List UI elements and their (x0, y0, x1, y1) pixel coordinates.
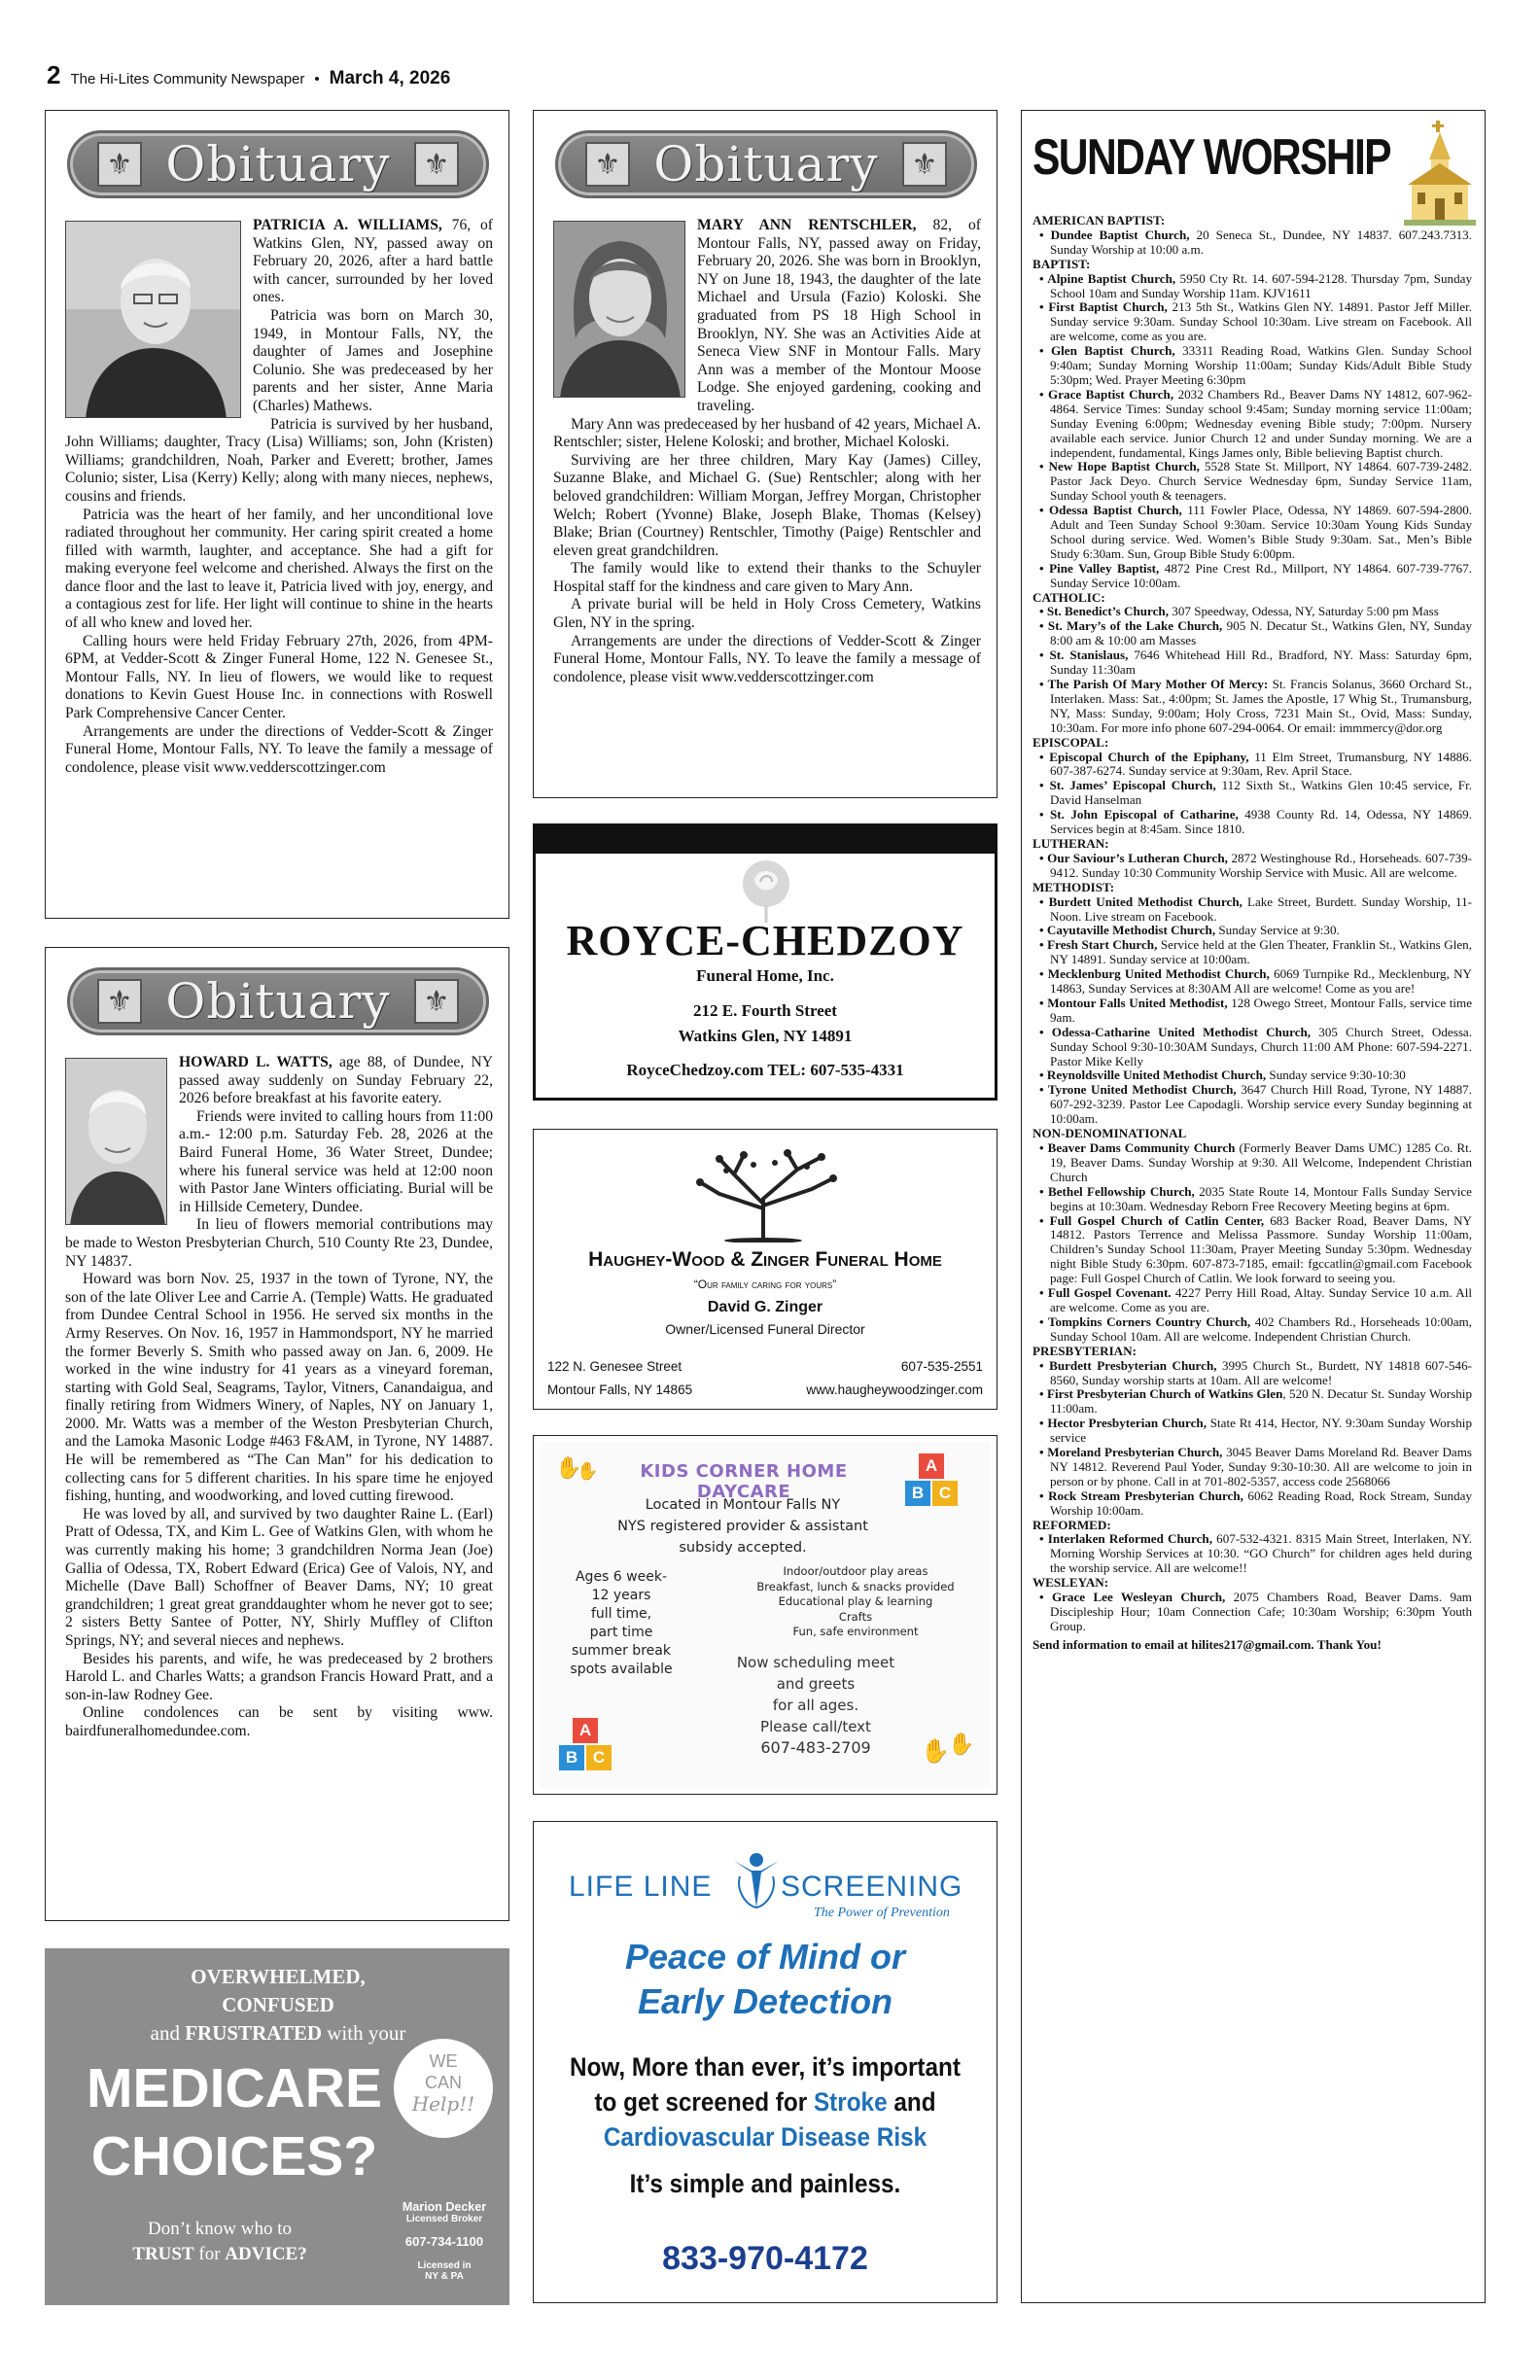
church-icon (1404, 121, 1476, 226)
church-listing (1032, 779, 1472, 808)
badge-text: Help!! (411, 2092, 475, 2116)
obituary-body (553, 217, 981, 686)
brand-tagline: The Power of Prevention (814, 1906, 950, 1920)
church-listing (1032, 1141, 1472, 1185)
church-listing (1032, 1417, 1472, 1446)
church-name: Hector Presbyterian Church, (1047, 1416, 1207, 1431)
church-listing (1032, 1286, 1472, 1315)
obituary-paragraph: Patricia was born on March 30, 1949, in Montour Falls, NY, the daughter of James and Josephine Colunio. She was predeceased by her parents and her sister, Anne Maria (Charles) Mathews. (253, 306, 493, 414)
church-listing (1032, 938, 1472, 967)
church-name: Pine Valley Baptist, (1049, 560, 1160, 576)
church-listing (1032, 562, 1472, 591)
obituary-paragraph: The family would like to extend their thanks to the Schuyler Hospital staff for the kindness and care given to Mary Ann. (553, 560, 981, 595)
ad-line: It’s simple and painless. (629, 2169, 901, 2198)
fleur-de-lis-icon: ⚜ (414, 979, 459, 1024)
portrait-photo (65, 1058, 167, 1225)
director-name: David G. Zinger (707, 1299, 823, 1315)
church-name: St. John Episcopal of Catharine, (1050, 807, 1239, 822)
church-listing (1032, 272, 1472, 301)
church-listing (1032, 1068, 1472, 1083)
church-listing (1032, 1446, 1472, 1489)
denomination-heading: METHODIST: (1032, 879, 1115, 894)
church-listing (1032, 1083, 1472, 1127)
church-details: 4938 County Rd. 14, Odessa, NY 14869. Services begin at 8:45am. Since 1810. (1050, 807, 1472, 837)
obituary-paragraph: He was loved by all, and survived by two daughter Raine L. (Earl) Pratt of Odessa, TX, and Kim L. Gee of Watkins Glen, with whom he was currently making his home; 3 grandchildren Norma Jean (Joe) Gallia of Odessa, TX, Robert Edward (Erica) Gee of Valois, NY, and Michelle (Dave Ball) Schoffner of Beaver Dams, NY; 10 great grandchildren; 1 great great granddaughter whom he never got to see; 2 sisters Betty Santee of Potter, NY, Shirly Muffley of Clifton Springs, NY; and several nieces and nephews. (65, 1505, 493, 1649)
ad-line: Please call/text (760, 1718, 871, 1735)
amenity-item: Fun, safe environment (792, 1625, 919, 1638)
obituary-banner (67, 967, 489, 1035)
website: www.haugheywoodzinger.com (806, 1382, 983, 1397)
alphabet-blocks-icon (559, 1718, 637, 1776)
phone-number: 607-535-2551 (900, 1359, 983, 1374)
church-details: , 520 N. Decatur St. Sunday Worship 11:00am. (1050, 1386, 1472, 1417)
obituary-paragraph: Surviving are her three children, Mary Kay (James) Cilley, Suzanne Blake, and Michael G. (Sue) Rentschler; along with her beloved grandchildren: William Morgan, Jeffrey Morgan, Christopher Welch; Robert (Yvonne) Blake, Joseph Blake, Thomas (Kelsey) Blake; Brian (Courtney) Rentschler, Timothy (Paige) Rentschler and eleven great grandchildren. (553, 451, 981, 559)
person-logo-icon (732, 1851, 781, 1911)
church-details: 3647 Church Hill Road, Tyrone, NY 14887. 607-292-3239. Pastor Lee Capodagli. Worship service every Sunday beginning at 10:00am. (1050, 1082, 1473, 1127)
church-details: 3045 Beaver Dams Moreland Rd. Beaver Dams NY 14812. Reverend Paul Yoder, Sunday 9:30-10:30. All are welcome to join in person or by phone. Call in at 701-802-5357, access code 2568066 (1050, 1445, 1473, 1488)
church-listing (1032, 1026, 1472, 1069)
fleur-de-lis-icon: ⚜ (97, 979, 142, 1024)
amenity-item: Indoor/outdoor play areas (783, 1564, 928, 1578)
church-listing (1032, 344, 1472, 388)
church-name: Moreland Presbyterian Church, (1047, 1445, 1223, 1460)
church-listing (1032, 228, 1472, 258)
denomination-heading: NON-DENOMINATIONAL (1032, 1126, 1187, 1141)
ad-line: and (150, 2021, 186, 2045)
fleur-de-lis-icon: ⚜ (585, 142, 630, 187)
church-name: Tompkins Corners Country Church, (1047, 1313, 1251, 1329)
ad-line: summer break (572, 1643, 671, 1659)
badge-text: CAN (424, 2073, 462, 2092)
ad-line: and (887, 2087, 936, 2117)
church-details: (Formerly Beaver Dams UMC) 1285 Co. Rt. 19, Beaver Dams. Sunday Worship at 9:30. All Welcome, Independent Christian Church (1050, 1140, 1473, 1184)
deceased-name: MARY ANN RENTSCHLER, (697, 217, 917, 233)
obituary-paragraph: Friends were invited to calling hours from 11:00 a.m.- 12:00 p.m. Saturday Feb. 28, 2026 at the Baird Funeral Home, 36 Water Street, Dundee; where his funeral service was held at 12:00 noon with Pastor Jane Winters officiating. Burial will be in Hillside Cemetery, Dundee. (179, 1107, 493, 1215)
lifeline-screening-ad (533, 1821, 998, 2303)
church-details: 112 Sixth St., Watkins Glen 10:45 service, Fr. David Hanselman (1050, 778, 1472, 808)
obituary-williams (45, 110, 509, 919)
ad-line: for (193, 2244, 226, 2264)
church-name: Beaver Dams Community Church (1047, 1140, 1236, 1155)
portrait-photo (553, 221, 685, 398)
ad-line: Don’t know who to (148, 2219, 292, 2239)
church-listing (1032, 852, 1472, 881)
obituary-paragraph: Calling hours were held Friday February 27th, 2026, from 4PM-6PM, at Vedder-Scott & Zinger Funeral Home, 122 N. Genesee St., Montour Falls, NY. In lieu of flowers, we would like to request donations to Kevin Guest House Inc. in connections with Roswell Park Comprehensive Cancer Center. (65, 632, 493, 722)
obituary-lead: 82, of Montour Falls, NY, passed away on Friday, February 20, 2026. She was born in Brooklyn, NY on June 18, 1943, the daughter of the late Michael and Ursula (Fazio) Koloski. She graduated from PS 18 High School in Brooklyn, NY. She was an Activities Aide at Seneca View SNF in Montour Falls. Mary Ann was a member of the Montour Moose Lodge. She enjoyed gardening, cooking and traveling. (697, 217, 981, 414)
royce-chedzoy-ad (533, 823, 998, 1101)
issue-date: March 4, 2026 (329, 68, 451, 88)
church-listing (1032, 1387, 1472, 1417)
church-name: Our Saviour’s Lutheran Church, (1047, 850, 1228, 865)
church-name: St. Benedict’s Church, (1046, 604, 1169, 619)
denomination-heading: EPISCOPAL: (1032, 734, 1109, 750)
church-details: 20 Seneca St., Dundee, NY 14837. 607.243.7313. Sunday Worship at 10:00 a.m. (1050, 227, 1472, 257)
worship-title: SUNDAY WORSHIP (1032, 129, 1390, 186)
rose-logo-icon (724, 854, 808, 924)
obituary-lead: 76, of Watkins Glen, NY, passed away on February 20, 2026, after a hard battle with cancer, surrounded by her loved ones. (253, 217, 493, 306)
agent-name: Marion Decker (402, 2200, 487, 2214)
daycare-ad (533, 1435, 998, 1795)
ad-phone: 833-970-4172 (662, 2240, 868, 2277)
church-listing (1032, 300, 1472, 344)
block-letter: B (905, 1481, 930, 1506)
ad-line: spots available (570, 1662, 673, 1677)
ad-headline: CHOICES? (90, 2125, 378, 2188)
obituary-paragraph: Patricia is survived by her husband, John Williams; daughter, Tracy (Lisa) Williams; son, John (Kristen) Williams; grandchildren, Noah, Parker and Everett; brother, James Colunio; sister, Lisa (Kerry) Kelly; along with many nieces, nephews, cousins and friends. (65, 415, 493, 505)
church-name: First Baptist Church, (1048, 299, 1168, 315)
obituary-body (65, 217, 493, 777)
fleur-de-lis-icon: ⚜ (902, 142, 947, 187)
church-listing (1032, 1591, 1472, 1634)
denomination-heading: AMERICAN BAPTIST: (1032, 213, 1166, 228)
fleur-de-lis-icon: ⚜ (414, 142, 459, 187)
address-line: Montour Falls, NY 14865 (547, 1382, 693, 1397)
church-details: 3995 Church St., Burdett, NY 14818 607-546-8560, Sunday worship starts at 10am. All are welcome! (1050, 1357, 1472, 1387)
church-name: Grace Lee Wesleyan Church, (1051, 1590, 1226, 1605)
denomination-heading: REFORMED: (1032, 1517, 1111, 1532)
daycare-title: KIDS CORNER HOME DAYCARE (640, 1461, 848, 1502)
church-name: The Parish Of Mary Mother Of Mercy: (1047, 677, 1269, 691)
ad-line: and greets (776, 1675, 856, 1693)
amenity-item: Breakfast, lunch & snacks provided (756, 1579, 955, 1593)
block-letter: B (559, 1745, 584, 1770)
amenity-item: Crafts (838, 1609, 873, 1624)
ad-line: part time (589, 1625, 653, 1640)
handprint-icon: ✋ (921, 1739, 950, 1765)
ad-line: Located in Montour Falls NY (645, 1497, 841, 1513)
obituary-paragraph: Howard was born Nov. 25, 1937 in the town of Tyrone, NY, the son of the late Oliver Lee and Carrie A. (Temple) Watts. He graduated from Dundee Central School in 1956. He served six months in the Army Reserves. On Nov. 16, 1957 in Hammondsport, NY he married the former Beverly S. Smith who passed away on Jan. 6, 2009. He worked in the wine industry for 41 years as a vineyard foreman, starting with Gold Seal, Seagrams, Taylor, Vitners, Canandaigua, and finally retiring from Widmers Winery, of Naples, NY on January 1, 2000. Mr. Watts was a member of the Weston Presbyterian Church, and the Lamoka Masonic Lodge #463 F&AM, in Tyrone, NY 14887. He will be remembered as “The Can Man” for his dedication to collecting cans for 5 different charities. In his spare time he enjoyed fishing, hunting, and woodworking, and loved cutting firewood. (65, 1271, 493, 1505)
church-name: Full Gospel Covenant. (1047, 1285, 1172, 1301)
agent-phone: 607-734-1100 (404, 2234, 484, 2249)
denomination-heading: PRESBYTERIAN: (1032, 1343, 1137, 1358)
denomination-heading: LUTHERAN: (1032, 835, 1109, 851)
church-details: 905 N. Decatur St., Watkins Glen, NY, Sunday 8:00 am & 10:00 am Masses (1050, 618, 1472, 648)
church-listing (1032, 1359, 1472, 1388)
portrait-photo (65, 221, 241, 418)
ad-line: Cardiovascular Disease Risk (603, 2122, 928, 2152)
church-name: Montour Falls United Methodist, (1047, 995, 1228, 1010)
ad-line: for all ages. (772, 1697, 859, 1714)
handprint-icon: ✋ (948, 1732, 975, 1756)
church-details: 111 Fowler Place, Odessa, NY 14869. 607-594-2800. Adult and Teen Sunday School 9:30am. Service 10:30am Young Kids Sunday School during service. Wed. Women’s Bible Study 9:30am. Sat., Men’s Bible Study 6:30am. Sun, Group Bible Study 6:00pm. (1050, 503, 1473, 561)
haughey-wood-ad (533, 1129, 998, 1410)
amenity-item: Educational play & learning (778, 1594, 933, 1608)
ad-line: Now scheduling meet (736, 1654, 895, 1671)
we-can-help-badge (394, 2039, 493, 2138)
tagline: “Our family caring for yours” (693, 1278, 837, 1291)
obituary-paragraph: Mary Ann was predeceased by her husband of 42 years, Michael A. Rentschler; sister, Helene Koloski; and brother, Michael Koloski. (553, 415, 981, 451)
church-name: Glen Baptist Church, (1050, 343, 1175, 359)
church-name: Tyrone United Methodist Church, (1047, 1082, 1237, 1098)
address-line: 212 E. Fourth Street (693, 1001, 837, 1020)
church-name: Episcopal Church of the Epiphany, (1049, 749, 1249, 764)
church-details: 6069 Turnpike Rd., Mecklenburg, NY 14863, Sunday Services at 8:30AM All are welcome! Come as you are! (1050, 966, 1472, 997)
obituary-lead: age 88, of Dundee, NY passed away suddenly on Sunday February 22, 2026 before breakfast at his favorite eatery. (179, 1054, 493, 1107)
header-separator: • (314, 71, 320, 88)
church-details: 683 Backer Road, Beaver Dams, NY 14812. Pastors Terrence and Melissa Passmore. Sunday Worship 11:00am, Children’s Sunday School 11:30am, Prayer Meeting Sunday 5:30pm. Wednesday night Bible Study 6:30pm. 607-873-7185, email: fgccatlin@gmail.com Facebook page: Full Gospel Church of Catlin. We look forward to seeing you. (1050, 1212, 1473, 1286)
church-details: St. Francis Solanus, 3660 Orchard St., Interlaken. Mass: Sat., 4:00pm; St. James the Apostle, 17 Whig St., Trumansburg, NY, Mass: Sunday, 9:00am; Holy Cross, 7231 Main St., Ovid, Mass: Sunday, 10:30am. For more info phone 607-294-0064. Or email: immmercy@dor.org (1050, 677, 1473, 735)
church-details: 2872 Westinghouse Rd., Horseheads. 607-739-9412. Sunday 10:30 Community Worship Service with Music. All are welcome. (1050, 850, 1473, 880)
church-details: 2075 Chambers Road, Beaver Dams. 9am Discipleship Hour; 10am Connection Cafe; 10:30am Worship; 6:30pm Youth Group. (1050, 1590, 1472, 1633)
ad-line: Now, More than ever, it’s important (570, 2052, 961, 2082)
denomination-heading: CATHOLIC: (1032, 589, 1105, 605)
church-details: Lake Street, Burdett. Sunday Worship, 11-Noon. Live stream on Facebook. (1050, 893, 1472, 924)
obituary-banner-label: Obituary (165, 973, 391, 1030)
church-listing (1032, 1185, 1472, 1214)
ad-headline: Peace of Mind or (624, 1937, 906, 1977)
address-line: 122 N. Genesee Street (547, 1359, 682, 1374)
obituary-watts (45, 947, 509, 1921)
obituary-paragraph: Arrangements are under the directions of Vedder-Scott & Zinger Funeral Home, Montour Falls, NY. To leave the family a message of condolence, please visit www.vedderscottzinger.com (65, 722, 493, 776)
church-name: Alpine Baptist Church, (1047, 270, 1176, 286)
denomination-heading: WESLEYAN: (1032, 1575, 1109, 1591)
block-letter: C (586, 1745, 612, 1770)
obituary-paragraph: Besides his parents, and wife, he was predeceased by 2 brothers Harold L. and Charles Watts; a grandson Francis Howard Pratt, and a son-in-law Rodney Gee. (65, 1650, 493, 1703)
church-listing (1032, 678, 1472, 736)
church-listing (1032, 924, 1472, 938)
funeral-home-name: Haughey-Wood & Zinger Funeral Home (588, 1248, 942, 1271)
handprint-icon: ✋ (555, 1455, 582, 1480)
block-letter: A (573, 1718, 598, 1743)
worship-footer: Send information to email at hilites217@gmail.com. Thank You! (1032, 1636, 1382, 1652)
block-letter: A (919, 1453, 944, 1479)
fleur-de-lis-icon: ⚜ (97, 142, 142, 187)
ad-line: Stroke (813, 2087, 888, 2117)
church-details: 307 Speedway, Odessa, NY, Saturday 5:00 pm Mass (1169, 604, 1439, 619)
medicare-ad (45, 1948, 509, 2305)
church-name: Odessa Baptist Church, (1049, 503, 1182, 518)
deceased-name: PATRICIA A. WILLIAMS, (253, 217, 442, 233)
obituary-paragraph: Online condolences can be sent by visiting www. bairdfuneralhomedundee.com. (65, 1704, 493, 1739)
church-name: Rock Stream Presbyterian Church, (1048, 1488, 1243, 1503)
page-number: 2 (47, 60, 61, 89)
obituary-paragraph: Arrangements are under the directions of Vedder-Scott & Zinger Funeral Home, Montour Falls, NY. To leave the family a message of condolence, please visit www.vedderscottzinger.com (553, 632, 981, 685)
church-name: Odessa-Catharine United Methodist Church, (1051, 1024, 1312, 1039)
contact-line: RoyceChedzoy.com TEL: 607-535-4331 (626, 1061, 904, 1079)
church-listing (1032, 648, 1472, 678)
license-text: Licensed in (417, 2260, 472, 2271)
church-listing (1032, 504, 1472, 562)
obituary-banner (67, 130, 489, 198)
church-listing (1032, 997, 1472, 1026)
obituary-banner-label: Obituary (165, 136, 391, 192)
paper-name: The Hi-Lites Community Newspaper (70, 71, 305, 88)
church-details: 305 Church Street, Odessa. Sunday School 9:30-10:30AM Sundays, Church 11:00 AM Phone: 607-594-2271. Pastor Mike Kelly (1050, 1024, 1473, 1068)
church-details: 213 5th St., Watkins Glen NY. 14891. Pastor Jeff Miller. Sunday service 9:30am. Sunday School 10:30am. Live stream on Facebook. All are welcome, come as you are. (1050, 299, 1472, 344)
obituary-body (65, 1054, 493, 1741)
block-letter: C (932, 1481, 958, 1506)
ad-line: ADVICE? (225, 2244, 307, 2264)
church-name: St. Mary’s of the Lake Church, (1047, 618, 1223, 634)
church-name: Full Gospel Church of Catlin Center, (1049, 1212, 1265, 1228)
license-text: NY & PA (425, 2271, 464, 2282)
ad-line: NYS registered provider & assistant (617, 1519, 868, 1534)
alphabet-blocks-icon (893, 1453, 971, 1512)
church-listing (1032, 605, 1472, 619)
denomination-heading: BAPTIST: (1032, 256, 1091, 271)
church-details: 5528 State St. Millport, NY 14864. 607-739-2482. Pastor Jack Deyo. Church Service Wednesday 6pm, Sunday Service 11am, Sunday School youth & teenagers. (1050, 459, 1472, 504)
address-line: Watkins Glen, NY 14891 (678, 1027, 853, 1045)
church-listing (1032, 895, 1472, 925)
church-listing (1032, 619, 1472, 648)
church-name: St. James’ Episcopal Church, (1049, 778, 1216, 793)
director-role: Owner/Licensed Funeral Director (665, 1321, 865, 1337)
church-details: Service held at the Glen Theater, Franklin St., Watkins Glen, NY 14891. Sunday service at 10:00am. (1050, 937, 1472, 967)
church-listing (1032, 967, 1472, 997)
church-details: 4227 Perry Hill Road, Altay. Sunday Service 10 a.m. All are welcome. Come as you are. (1050, 1285, 1472, 1314)
ad-line: Ages 6 week- (575, 1569, 667, 1585)
badge-text: WE (429, 2051, 458, 2071)
church-details: 5950 Cty Rt. 14. 607-594-2128. Thursday 7pm, Sunday School 10am and Sunday Worship 11am. KJV1611 (1050, 270, 1472, 300)
church-name: Grace Baptist Church, (1048, 386, 1174, 402)
church-details: Sunday Service at 9:30. (1215, 923, 1340, 938)
church-details: 2032 Chambers Rd., Beaver Dams NY 14812, 607-962-4864. Service Times: Sunday school 9:45am; Sunday morning service 11:00am; Sunday Evening 6:00pm; Wednesday evening Bible study; 7:00pm. Nursery available each service. Junior Church 12 and under Sunday morning. We are a independent, fundamental, Kings James only, Bible believing Baptist church. (1050, 386, 1472, 460)
church-listing (1032, 1532, 1472, 1576)
church-details: State Rt 414, Hector, NY. 9:30am Sunday Worship service (1050, 1416, 1472, 1446)
page-header (47, 60, 450, 88)
ad-line: TRUST (132, 2244, 194, 2264)
church-name: Bethel Fellowship Church, (1048, 1183, 1195, 1199)
funeral-home-name: ROYCE-CHEDZOY (566, 917, 964, 964)
ad-headline: Early Detection (637, 1981, 893, 2021)
church-details: 4872 Pine Crest Rd., Millport, NY 14864. 607-739-7767. Sunday Service 10:00am. (1050, 560, 1473, 590)
ad-line: 12 years (591, 1588, 651, 1603)
church-name: New Hope Baptist Church, (1048, 459, 1200, 474)
church-name: First Presbyterian Church of Watkins Glen (1046, 1386, 1283, 1402)
church-details: 33311 Reading Road, Watkins Glen. Sunday School 9:40am; Sunday Morning Worship 11:00am; Sunday Kids/Adult Bible Study 5:30pm; Wed. Prayer Meeting 6:30pm (1050, 343, 1472, 387)
church-name: St. Stanislaus, (1049, 648, 1129, 663)
agent-title: Licensed Broker (405, 2214, 483, 2224)
funeral-home-sub: Funeral Home, Inc. (696, 966, 834, 985)
church-listing (1032, 808, 1472, 837)
church-name: Cayutaville Methodist Church, (1046, 923, 1216, 938)
obituary-paragraph: In lieu of flowers memorial contributions may be made to Weston Presbyterian Church, 510 County Rte 23, Dundee, NY 14837. (65, 1216, 493, 1270)
church-listing (1032, 751, 1472, 780)
church-listing (1032, 388, 1472, 461)
tree-logo-icon (666, 1145, 860, 1242)
ad-line: with your (322, 2021, 406, 2045)
ad-line: OVERWHELMED, (191, 1965, 366, 1988)
ad-line: FRUSTRATED (185, 2021, 323, 2045)
brand-name: SCREENING (781, 1871, 963, 1903)
church-name: Reynoldsville United Methodist Church, (1046, 1068, 1267, 1083)
ad-line: CONFUSED (222, 1993, 334, 2016)
church-name: Burdett United Methodist Church, (1048, 893, 1242, 909)
church-details: 2035 State Route 14, Montour Falls Sunday Service begins at 10:30am. Wednesday Reborn Free Recovery Meeting begins at 6pm. (1050, 1183, 1472, 1213)
church-details: 128 Owego Street, Montour Falls, service time 9am. (1050, 995, 1473, 1025)
church-name: Fresh Start Church, (1047, 937, 1158, 953)
brand-name: LIFE LINE (569, 1871, 713, 1903)
obituary-paragraph: Patricia was the heart of her family, and her unconditional love radiated throughout her community. Her caring spirit created a home filled with warmth, laughter, and acceptance. She had a gift for making everyone feel welcome and cherished. Always the first on the dance floor and the last to leave it, Patricia lived with joy, energy, and a contagious zest for life. Her light will continue to shine in the hearts of all who knew and loved her. (65, 506, 493, 632)
church-name: Burdett Presbyterian Church, (1049, 1357, 1217, 1373)
handprint-icon: ✋ (577, 1461, 599, 1481)
church-name: Mecklenburg United Methodist Church, (1047, 966, 1270, 982)
obituary-rentschler (533, 110, 998, 798)
daycare-phone: 607-483-2709 (760, 1738, 871, 1757)
church-details: 607-532-4321. 8315 Main Street, Interlaken, NY. Morning Worship Services at 10:30. “GO Church” for children ages held during the worship service. All are welcome!! (1050, 1531, 1473, 1576)
obituary-banner-label: Obituary (653, 136, 879, 192)
church-details: 402 Chambers Rd., Horseheads 10:00am, Sunday School 10am. All are welcome. Independent Christian Church. (1050, 1313, 1472, 1344)
obituary-paragraph: A private burial will be held in Holy Cross Cemetery, Watkins Glen, NY in the spring. (553, 596, 981, 632)
church-details: 7646 Whitehead Hill Rd., Bradford, NY. Mass: Saturday 6pm, Sunday 11:30am (1050, 648, 1473, 678)
ad-line: subsidy accepted. (679, 1540, 807, 1556)
church-listing (1032, 1489, 1472, 1519)
church-details: Sunday service 9:30-10:30 (1266, 1068, 1406, 1083)
ad-line: full time, (590, 1606, 652, 1622)
church-listing (1032, 1214, 1472, 1287)
church-details: 11 Elm Street, Trumansburg, NY 14886. 607-387-6274. Sunday service at 9:30am, Rev. April Stace. (1050, 749, 1472, 779)
obituary-banner (555, 130, 977, 198)
church-name: Dundee Baptist Church, (1050, 227, 1190, 242)
worship-listings (1032, 214, 1472, 1653)
church-listing (1032, 460, 1472, 504)
deceased-name: HOWARD L. WATTS, (179, 1054, 332, 1070)
ad-line: to get screened for (594, 2087, 814, 2117)
ad-headline: MEDICARE (86, 2057, 382, 2119)
church-details: 6062 Reading Road, Rock Stream, Sunday Worship 10:00am. (1050, 1488, 1472, 1518)
church-name: Interlaken Reformed Church, (1047, 1531, 1212, 1547)
church-listing (1032, 1315, 1472, 1345)
